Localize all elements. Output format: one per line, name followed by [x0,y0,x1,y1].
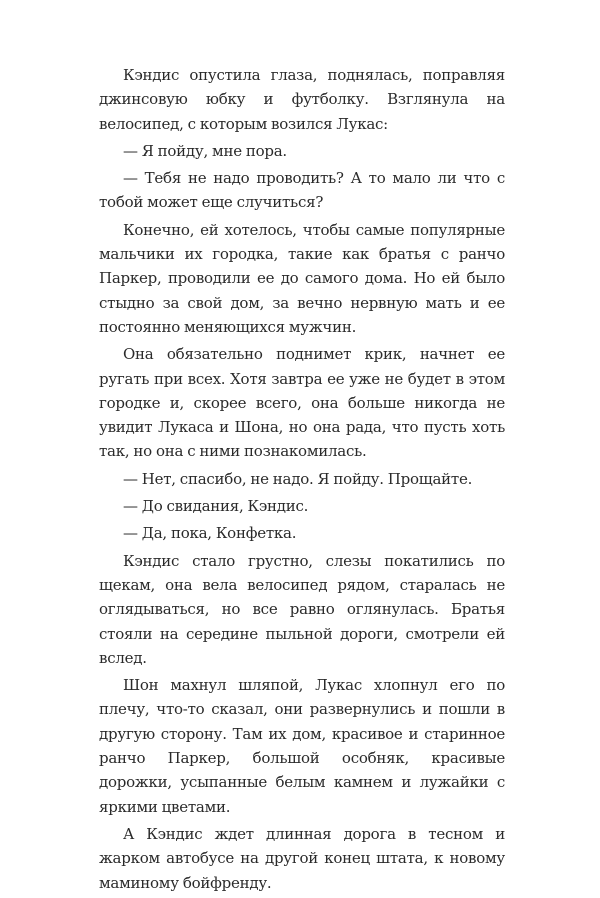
dialogue-line: — Я пойду, мне пора. [123,141,287,160]
paragraph: Кэндис опустила глаза, поднялась, поправляя джинсовую юбку и футболку. Взглянула на велосипед, с которым возился Лукас: [99,66,505,133]
dialogue-line: — Тебя не надо проводить? А то мало ли что с тобой может еще случиться? [99,169,505,212]
paragraph: Кэндис стало грустно, слезы покатились по щекам, она вела велосипед рядом, старалась не оглядываться, но все равно оглянулась. Братья стояли на середине пыльной дороги, смотрели ей вслед. [99,551,505,667]
dialogue-line: — Да, пока, Конфетка. [123,524,297,543]
paragraph: А Кэндис ждет длинная дорога в тесном и жарком автобусе на другой конец штата, к новому маминому бойфренду. [99,824,505,892]
paragraph: Шон махнул шляпой, Лукас хлопнул его по плечу, что-то сказал, они развернулись и пошли в другую сторону. Там их дом, красивое и старинное ранчо Паркер, большой особняк, красивые дорожки, усыпанные белым камнем и лужайки с яркими цветами. [99,676,505,816]
page-text-block [99,63,505,898]
paragraph: Она обязательно поднимет крик, начнет ее ругать при всех. Хотя завтра ее уже не будет в этом городке и, скорее всего, она больше никогда не увидит Лукаса и Шона, но она рада, что пусть хоть так, но она с ними познакомилась. [99,345,505,461]
dialogue-line: — До свидания, Кэндис. [123,497,309,516]
paragraph: Конечно, ей хотелось, чтобы самые популярные мальчики их городка, такие как братья с ранчо Паркер, проводили ее до самого дома. Но ей было стыдно за свой дом, за вечно нервную мать и ее постоянно меняющихся мужчин. [99,220,505,336]
dialogue-line: — Нет, спасибо, не надо. Я пойду. Прощайте. [123,469,473,488]
